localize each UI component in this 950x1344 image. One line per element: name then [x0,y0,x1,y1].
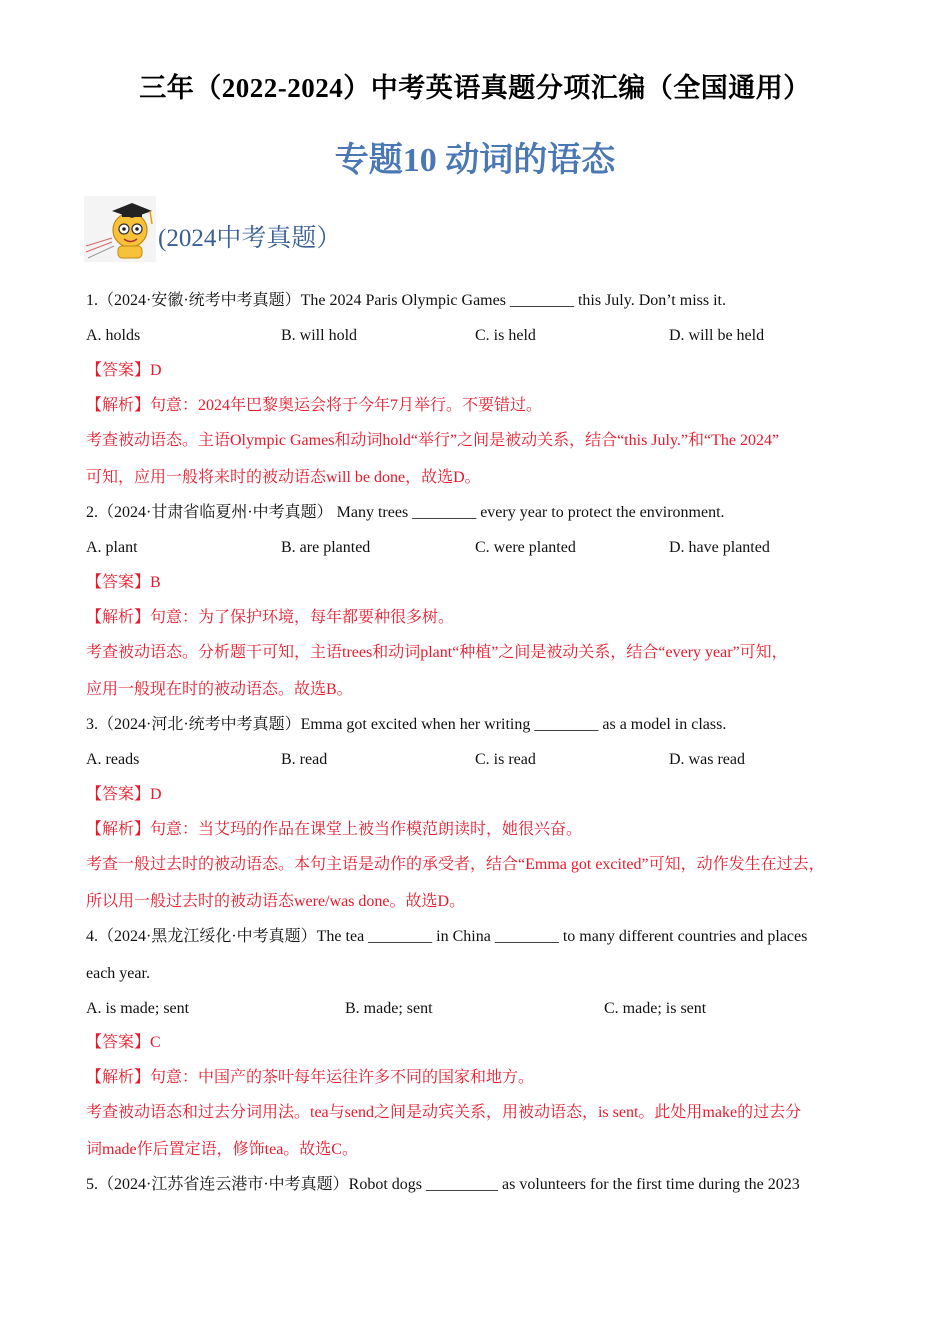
question-4-option-c: C. made; is sent [604,1000,707,1017]
question-1-explanation-line-2: 考查被动语态。主语Olympic Games和动词hold“举行”之间是被动关系，结合“this July.”和“The 2024” [86,432,780,449]
section-header [84,196,341,262]
question-4-answer: 【答案】C [86,1034,161,1051]
question-2-explanation-line-1: 【解析】句意：为了保护环境，每年都要种很多树。 [86,609,455,626]
question-5-stem: 5.（2024·江苏省连云港市·中考真题）Robot dogs _________ as volunteers for the first time during the 2023 [86,1176,800,1193]
question-3-stem: 3.（2024·河北·统考中考真题）Emma got excited when her writing ________ as a model in class. [86,716,727,733]
question-1-option-b: B. will hold [281,327,358,344]
question-1-option-d: D. will be held [669,327,765,344]
question-1-answer: 【答案】D [86,362,162,379]
question-3-option-d: D. was read [669,751,745,768]
question-3-option-a: A. reads [86,751,140,768]
question-4-explanation-line-1: 【解析】句意：中国产的茶叶每年运往许多不同的国家和地方。 [86,1069,535,1086]
section-label: (2024中考真题） [158,225,342,252]
question-3-explanation-line-3: 所以用一般过去时的被动语态were/was done。故选D。 [86,893,466,910]
question-1-explanation-line-1: 【解析】句意：2024年巴黎奥运会将于今年7月举行。不要错过。 [86,397,543,414]
question-4-explanation-line-3: 词made作后置定语，修饰tea。故选C。 [86,1141,358,1158]
question-2-explanation-line-3: 应用一般现在时的被动语态。故选B。 [86,681,353,698]
topic-title: 专题10 动词的语态 [334,142,616,179]
question-1-explanation-line-3: 可知，应用一般将来时的被动语态will be done，故选D。 [86,469,481,486]
question-3-explanation-line-1: 【解析】句意：当艾玛的作品在课堂上被当作模范朗读时，她很兴奋。 [86,821,583,838]
question-1-option-a: A. holds [86,327,141,344]
scholar-mascot-icon [84,196,156,262]
question-2-answer: 【答案】B [86,574,161,591]
question-2-stem: 2.（2024·甘肃省临夏州·中考真题） Many trees ________ every year to protect the environment. [86,504,725,521]
question-1-option-c: C. is held [475,327,536,344]
question-2-option-a: A. plant [86,539,138,556]
question-2-explanation-line-2: 考查被动语态。分析题干可知，主语trees和动词plant“种植”之间是被动关系，结合“every year”可知， [86,644,788,661]
question-2-option-d: D. have planted [669,539,770,556]
question-2-option-b: B. are planted [281,539,371,556]
question-4-option-b: B. made; sent [345,1000,433,1017]
document-title: 三年（2022-2024）中考英语真题分项汇编（全国通用） [139,73,811,103]
question-2-option-c: C. were planted [475,539,576,556]
question-4-stem: 4.（2024·黑龙江绥化·中考真题）The tea ________ in China ________ to many different countries and places [86,928,808,945]
question-3-explanation-line-2: 考查一般过去时的被动语态。本句主语是动作的承受者，结合“Emma got excited”可知，动作发生在过去， [86,856,825,873]
question-3-option-b: B. read [281,751,328,768]
question-4-stem-continued: each year. [86,965,150,982]
question-1-stem: 1.（2024·安徽·统考中考真题）The 2024 Paris Olympic Games ________ this July. Don’t miss it. [86,292,726,309]
question-3-answer: 【答案】D [86,786,162,803]
question-4-explanation-line-2: 考查被动语态和过去分词用法。tea与send之间是动宾关系，用被动语态，is sent。此处用make的过去分 [86,1104,802,1121]
question-4-option-a: A. is made; sent [86,1000,190,1017]
question-3-option-c: C. is read [475,751,536,768]
